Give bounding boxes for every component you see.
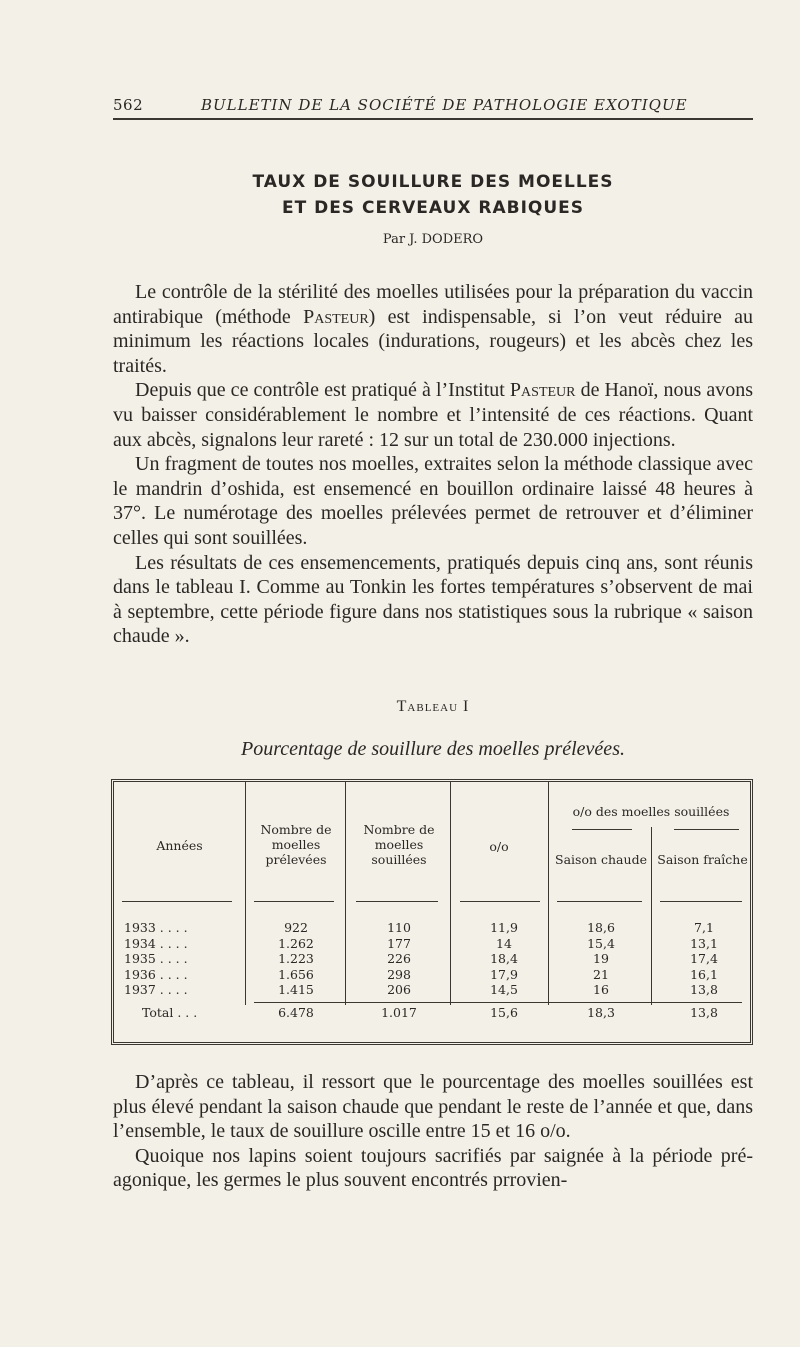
table-cell-pct: 14,5 xyxy=(490,982,518,997)
intro-text xyxy=(113,280,753,649)
table-cell-annee: 1935 . . . . xyxy=(124,951,188,966)
table-total-chaude: 18,3 xyxy=(587,1005,615,1020)
header-nombre-souillees: Nombre de moelles souillées xyxy=(363,822,435,867)
paragraph-2: Depuis que ce contrôle est pratiqué à l’Institut Pasteur de Hanoï, nous avons vu baisser considérablement le nombre et l’intensité de ces réactions. Quant aux abcès, signalons leur rareté : 12 sur un total de 230.000 injections. xyxy=(113,379,753,451)
running-header xyxy=(113,92,753,120)
table-cell-fraiche: 13,1 xyxy=(690,935,718,951)
table-cell-pct: 18,4 xyxy=(490,951,518,966)
table-cell-chaude: 19 xyxy=(593,951,609,966)
table-total-prelevees: 6.478 xyxy=(278,1005,314,1020)
table-cell-prelevees: 1.223 xyxy=(278,951,314,966)
table-cell-annee: 1933 . . . . xyxy=(124,920,188,935)
conclusion-text xyxy=(113,1070,753,1193)
table-cell-fraiche: 13,8 xyxy=(690,982,718,997)
table-cell-fraiche: 16,1 xyxy=(690,966,718,982)
table-cell-prelevees: 1.415 xyxy=(278,982,314,997)
paragraph-5: D’après ce tableau, il ressort que le pourcentage des moelles souillées est plus élevé pendant la saison chaude que pendant le reste de l’année et que, dans l’ensemble, le taux de souillure oscille entre 15 et 16 o/o. xyxy=(113,1071,753,1143)
table-cell-souillees: 110 xyxy=(387,920,411,935)
paragraph-1: Le contrôle de la stérilité des moelles utilisées pour la préparation du vaccin antirabique (méthode Pasteur) est indispensable, si l’on veut réduire au minimum les réactions locales (indurations, rougeurs) et les abcès chez les traités. xyxy=(113,281,753,377)
table-cell-prelevees: 922 xyxy=(284,920,308,935)
table-cell-chaude: 18,6 xyxy=(587,920,615,935)
header-annees: Années xyxy=(156,838,203,853)
table-total-souillees: 1.017 xyxy=(381,1005,417,1020)
table-cell-prelevees: 1.262 xyxy=(278,935,314,951)
table-total-fraiche: 13,8 xyxy=(690,1005,718,1020)
table-cell-fraiche: 17,4 xyxy=(690,951,718,966)
table-cell-souillees: 206 xyxy=(387,982,411,997)
table-cell-chaude: 15,4 xyxy=(587,935,615,951)
table-total-annee: Total . . . xyxy=(142,1005,198,1020)
journal-title: BULLETIN DE LA SOCIÉTÉ DE PATHOLOGIE EXOTIQUE xyxy=(201,96,688,114)
table-cell-souillees: 177 xyxy=(387,935,411,951)
table-cell-annee: 1937 . . . . xyxy=(124,982,188,997)
header-nombre-prelevees: Nombre de moelles prélevées xyxy=(260,822,332,867)
table-cell-souillees: 298 xyxy=(387,966,411,982)
table-cell-pct: 11,9 xyxy=(490,920,518,935)
paragraph-3: Un fragment de toutes nos moelles, extraites selon la méthode classique avec le mandrin d’oshida, est ensemencé en bouillon ordinaire laissé 48 heures à 37°. Le numérotage des moelles prélevées permet de retrouver et d’éliminer celles qui sont souillées. xyxy=(113,453,753,549)
table-cell-annee: 1934 . . . . xyxy=(124,935,188,951)
table-caption: Pourcentage de souillure des moelles prélevées. xyxy=(241,738,625,760)
article-title-line1: TAUX DE SOUILLURE DES MOELLES xyxy=(252,172,614,192)
table-total-pct: 15,6 xyxy=(490,1005,518,1020)
article-title-line2: ET DES CERVEAUX RABIQUES xyxy=(281,198,585,218)
paragraph-6: Quoique nos lapins soient toujours sacrifiés par saignée à la période pré-agonique, les germes le plus souvent encontrés prrovien- xyxy=(113,1144,753,1192)
data-table xyxy=(111,779,753,1045)
table-cell-pct: 14 xyxy=(496,935,512,951)
table-cell-pct: 17,9 xyxy=(490,966,518,982)
paragraph-4: Les résultats de ces ensemencements, pratiqués depuis cinq ans, sont réunis dans le tableau I. Comme au Tonkin les fortes températures s’observent de mai à septembre, cette période figure dans nos statistiques sous la rubrique « saison chaude ». xyxy=(113,551,753,648)
table-cell-chaude: 16 xyxy=(593,982,609,997)
table-cell-fraiche: 7,1 xyxy=(694,920,714,935)
header-pct: o/o xyxy=(489,839,509,854)
header-pct-group: o/o des moelles souillées xyxy=(572,804,730,819)
table-cell-prelevees: 1.656 xyxy=(278,966,314,982)
table-cell-annee: 1936 . . . . xyxy=(124,966,188,982)
table-label: Tableau I xyxy=(396,698,470,715)
header-saison-chaude: Saison chaude xyxy=(555,852,647,867)
table-cell-souillees: 226 xyxy=(387,951,411,966)
page-number: 562 xyxy=(113,96,144,114)
header-saison-fraiche: Saison fraîche xyxy=(657,852,748,867)
table-cell-chaude: 21 xyxy=(593,966,609,982)
author: Par J. DODERO xyxy=(382,232,484,247)
